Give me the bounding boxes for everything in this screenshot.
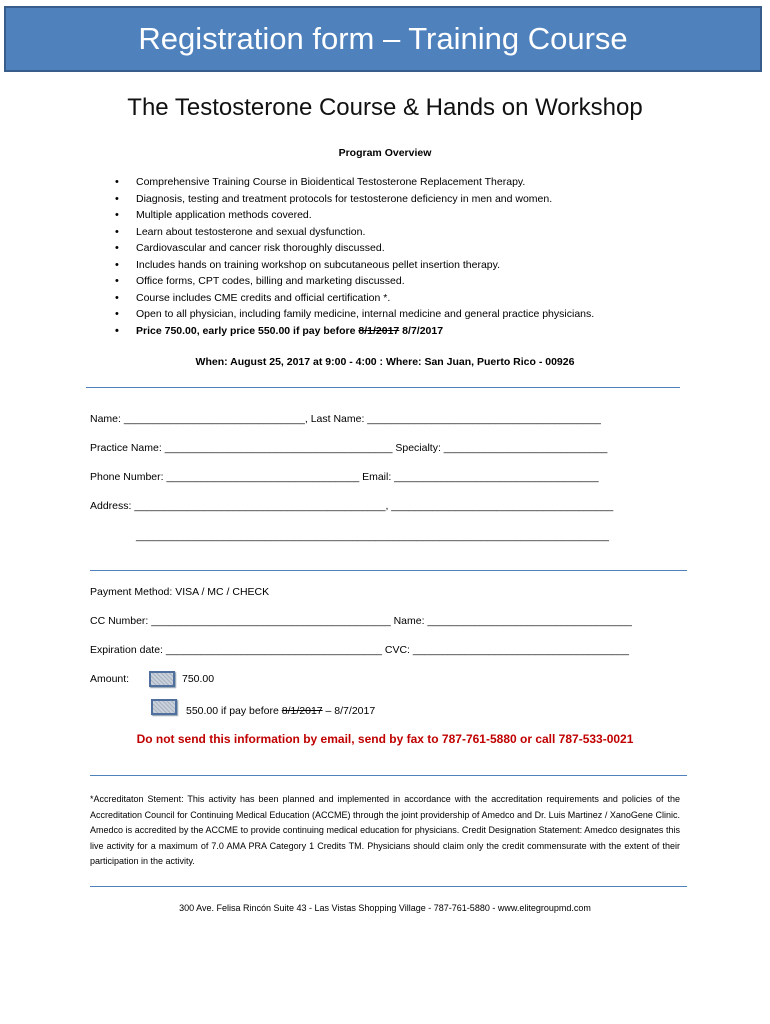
divider [90,570,687,571]
bullet-item: • Course includes CME credits and official certification *. [106,290,706,307]
divider [90,886,687,887]
amount-label: Amount: [90,673,130,685]
cc-number-field[interactable]: CC Number: _________________________________________ Name: ___________________________________ [90,615,632,627]
price-text: Price 750.00, early price 550.00 if pay before [136,324,359,337]
header-banner [4,6,762,72]
practice-field[interactable]: Practice Name: _______________________________________ Specialty: ____________________________ [90,442,608,454]
divider [90,775,687,776]
price-new-date: 8/7/2017 [399,324,444,337]
amount-550-text: 550.00 if pay before [186,705,282,717]
amount-750-label: 750.00 [182,673,215,685]
address-field[interactable]: Address: ___________________________________________, ______________________________________ [90,500,614,512]
amount-550-checkbox[interactable] [151,699,177,715]
form-title: Registration form – Training Course [138,21,628,56]
bullet-item: • Office forms, CPT codes, billing and marketing discussed. [106,273,706,290]
accreditation-statement: *Accreditaton Stement: This activity has been planned and implemented in accordance with the accreditation requirements and policies of the Accreditation Council for Continuing Medical Education (ACCME) through the joint providership of Amedco and Dr. Luis Martinez / XanoGene Clinic. Amedco is accredited by the ACCME to provide continuing medical education for physicians. Credit Designation Statement: Amedco designates this live activity for a maximum of 7.0 AMA PRA Category 1 Credits TM. Physicians should claim only the credit commensurate with the extent of their participation in the activity. [90,794,680,866]
bullet-item: • Cardiovascular and cancer risk thoroughly discussed. [106,240,706,257]
fax-warning: Do not send this information by email, send by fax to 787-761-5880 or call 787-533-0021 [136,732,634,746]
divider [86,387,680,388]
course-title: The Testosterone Course & Hands on Workshop [127,94,643,121]
expiration-cvc-field[interactable]: Expiration date: _____________________________________ CVC: _____________________________________ [90,644,629,656]
bullet-item: • Includes hands on training workshop on subcutaneous pellet insertion therapy. [106,257,706,274]
amount-550-new-date: – 8/7/2017 [322,705,376,717]
amount-750-checkbox[interactable] [149,671,175,687]
amount-550-label [186,705,375,717]
amount-550-old-date: 8/1/2017 [281,705,323,717]
when-where: When: August 25, 2017 at 9:00 - 4:00 : Where: San Juan, Puerto Rico - 00926 [195,356,575,368]
bullet-item: • Multiple application methods covered. [106,207,706,224]
price-old-date: 8/1/2017 [358,324,400,337]
bullet-item: • Learn about testosterone and sexual dysfunction. [106,224,706,241]
bullet-item: • Diagnosis, testing and treatment protocols for testosterone deficiency in men and women. [106,191,706,208]
program-bullet-list [106,174,706,339]
payment-method: Payment Method: VISA / MC / CHECK [90,586,270,598]
phone-email-field[interactable]: Phone Number: _________________________________ Email: ___________________________________ [90,471,599,483]
address-field-line2[interactable]: _________________________________________________________________________________ [136,530,610,542]
bullet-item: • Comprehensive Training Course in Bioidentical Testosterone Replacement Therapy. [106,174,706,191]
footer-address: 300 Ave. Felisa Rincón Suite 43 - Las Vistas Shopping Village - 787-761-5880 - www.elitegroupmd.com [179,903,591,913]
bullet-item: • Open to all physician, including family medicine, internal medicine and general practice physicians. [106,306,706,323]
price-bullet [106,323,706,340]
name-field[interactable]: Name: _______________________________, Last Name: ________________________________________ [90,413,601,425]
program-overview-heading: Program Overview [338,147,432,159]
